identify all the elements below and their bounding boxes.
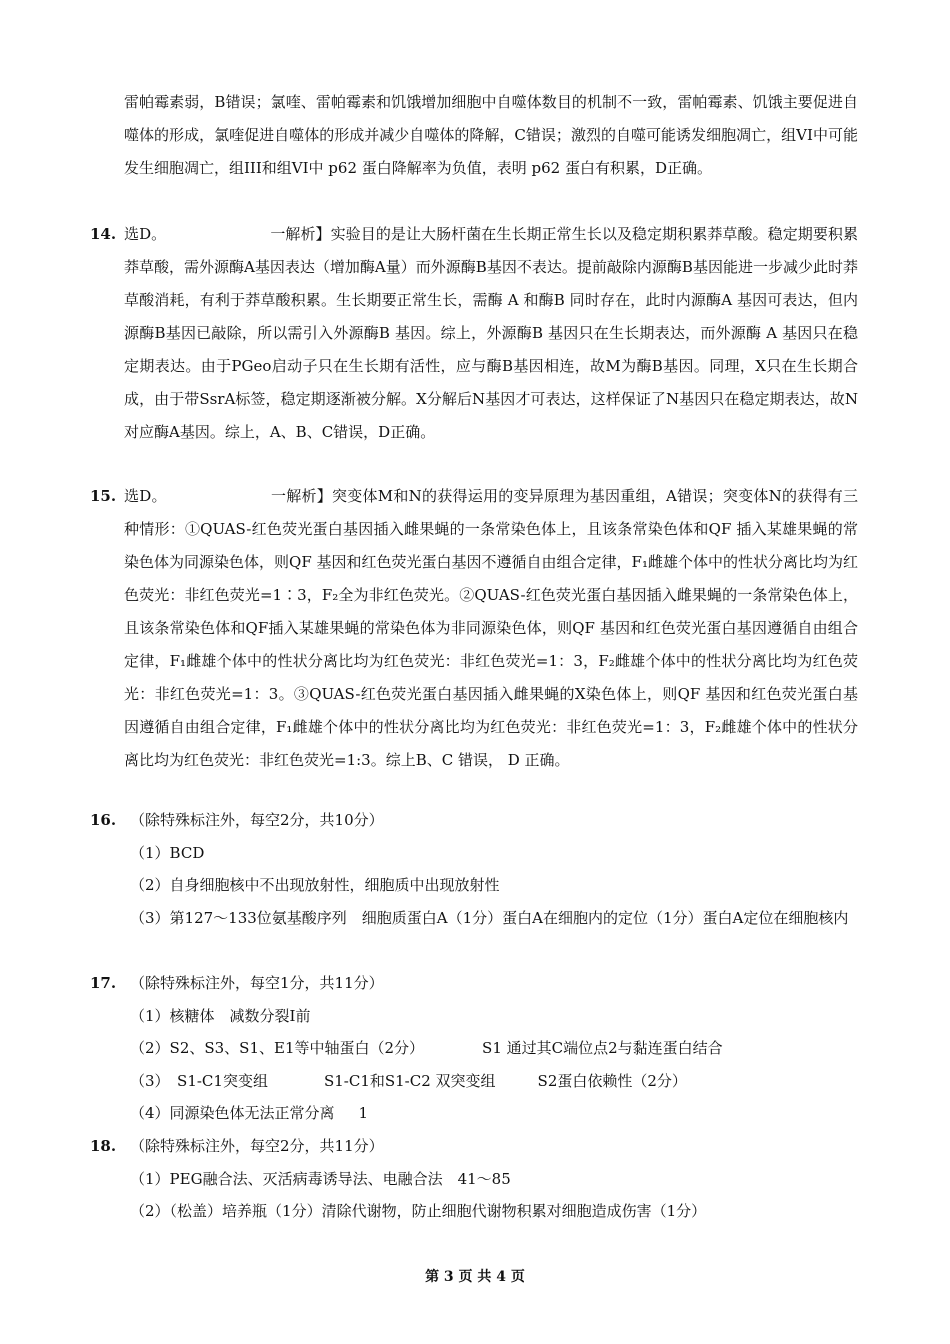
question-14-choice: 选D。 [124,225,167,243]
question-17-number: 17. [90,974,117,992]
question-17-answer-3 [130,1065,858,1098]
question-16-answer-1: （1）BCD [130,844,205,862]
question-18-header: （除特殊标注外，每空2分，共11分） [130,1137,384,1155]
question-17-answer-3-b: S1-C1和S1-C2 双突变组 [323,1072,496,1090]
question-17-answer-3-c: S2蛋白依赖性（2分） [537,1072,687,1090]
question-14-explanation: 一解析】实验目的是让大肠杆菌在生长期正常生长以及稳定期积累莽草酸。稳定期要积累莽草酸，需外源酶A基因表达（增加酶A量）而外源酶B基因不表达。提前敲除内源酶B基因能进一步减少此时莽草酸消耗，有利于莽草酸积累。生长期要正常生长，需酶 A 和酶B 同时存在，此时内源酶A 基因可表达，但内源酶B基因已敲除，所以需引入外源酶B 基因。综上，外源酶B 基因只在生长期表达，而外源酶 A 基因只在稳定期表达。由于PGeo启动子只在生长期有活性，应与酶B基因相连，故M为酶B基因。同理，X只在生长期合成，由于带SsrA标签，稳定期逐渐被分解。X分解后N基因才可表达，这样保证了N基因只在稳定期表达，故N对应酶A基因。综上，A、B、C错误，D正确。 [124,225,858,441]
question-17-answer-2 [130,1032,858,1065]
question-17-answer-1: （1）核糖体 减数分裂I前 [130,1007,311,1025]
question-14-answer [124,218,858,449]
question-18-answer-2: （2）（松盖）培养瓶（1分）清除代谢物，防止细胞代谢物积累对细胞造成伤害（1分） [130,1202,707,1220]
question-15-number: 15. [90,487,117,505]
question-16-number: 16. [90,811,117,829]
question-17-answer-4-left: （4）同源染色体无法正常分离 [130,1104,335,1122]
question-15-explanation: 一解析】突变体M和N的获得运用的变异原理为基因重组，A错误；突变体N的获得有三种情形：①QUAS-红色荧光蛋白基因插入雌果蝇的一条常染色体上，且该条常染色体和QF 插入某雄果蝇的常染色体为同源染色体，则QF 基因和红色荧光蛋白基因不遵循自由组合定律，F₁雌雄个体中的性状分离比均为红色荧光：非红色荧光=1∶3，F₂全为非红色荧光。②QUAS-红色荧光蛋白基因插入雌果蝇的一条常染色体上，且该条常染色体和QF插入某雄果蝇的常染色体为非同源染色体，则QF 基因和红色荧光蛋白基因遵循自由组合定律，F₁雌雄个体中的性状分离比均为红色荧光：非红色荧光=1：3，F₂雌雄个体中的性状分离比均为红色荧光：非红色荧光=1：3。③QUAS-红色荧光蛋白基因插入雌果蝇的X染色体上，则QF 基因和红色荧光蛋白基因遵循自由组合定律，F₁雌雄个体中的性状分离比均为红色荧光：非红色荧光=1：3，F₂雌雄个体中的性状分离比均为红色荧光：非红色荧光=1:3。综上B、C 错误， D 正确。 [124,487,858,769]
question-16-header: （除特殊标注外，每空2分，共10分） [130,811,384,829]
question-17-answer-2-right: S1 通过其C端位点2与黏连蛋白结合 [482,1039,723,1057]
continuation-paragraph: 雷帕霉素弱，B错误；氯喹、雷帕霉素和饥饿增加细胞中自噬体数目的机制不一致，雷帕霉素、饥饿主要促进自噬体的形成，氯喹促进自噬体的形成并减少自噬体的降解，C错误；激烈的自噬可能诱发细胞凋亡，组VI中可能发生细胞凋亡，组III和组VI中 p62 蛋白降解率为负值，表明 p62 蛋白有积累，D正确。 [124,93,858,177]
question-15-choice: 选D。 [124,487,167,505]
question-17-header: （除特殊标注外，每空1分，共11分） [130,974,384,992]
page-footer: 第 3 页 共 4 页 [425,1269,525,1285]
question-18-answer-1: （1）PEG融合法、灭活病毒诱导法、电融合法 41～85 [130,1170,511,1188]
question-17-answer-4 [130,1097,858,1130]
question-15-answer [124,480,858,777]
question-16-answer-3: （3）第127～133位氨基酸序列 细胞质蛋白A（1分）蛋白A在细胞内的定位（1分）蛋白A定位在细胞核内 [130,909,849,927]
question-14-number: 14. [90,225,117,243]
question-16-answer-2: （2）自身细胞核中不出现放射性，细胞质中出现放射性 [130,876,500,894]
question-18-number: 18. [90,1137,117,1155]
question-17-answer-4-right: 1 [358,1104,369,1122]
question-17-answer-2-left: （2）S2、S3、S1、E1等中轴蛋白（2分） [130,1039,425,1057]
question-17-answer-3-a: （3） S1-C1突变组 [130,1072,268,1090]
